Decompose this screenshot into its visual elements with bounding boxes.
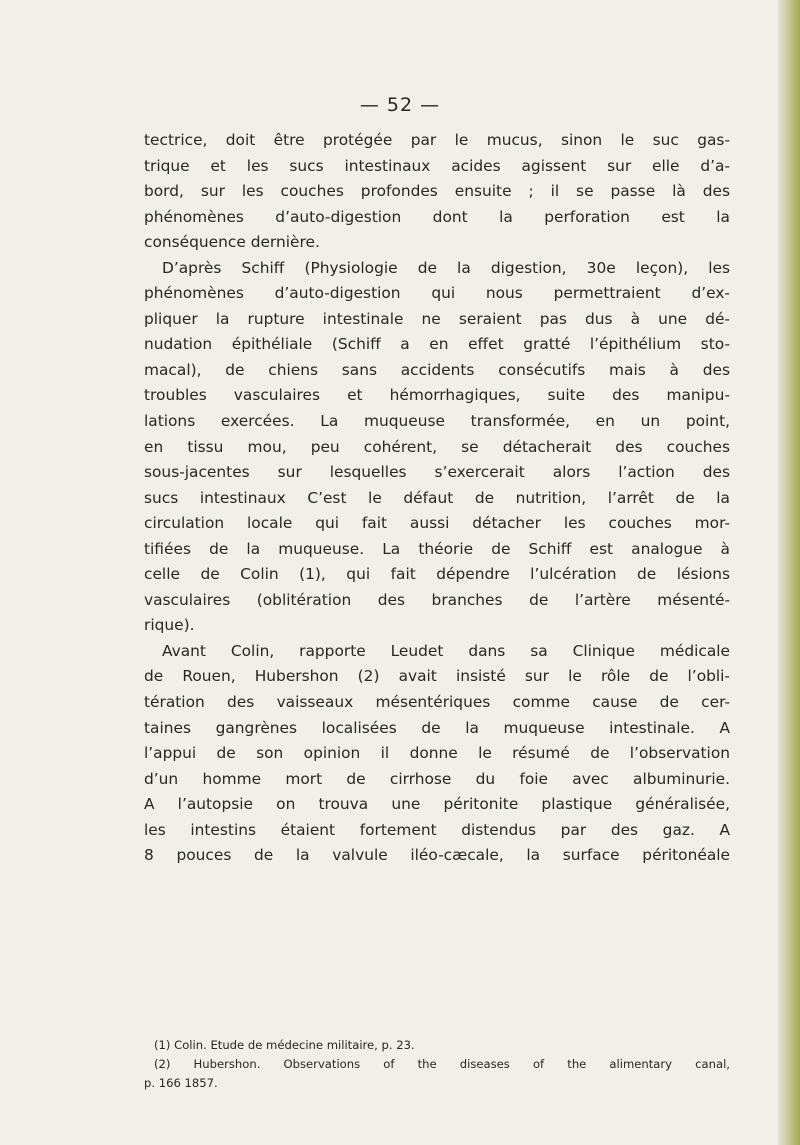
text-line: D’après Schiff (Physiologie de la digestion, 30e leçon), les bbox=[162, 258, 730, 277]
text-line: rique). bbox=[144, 616, 195, 635]
text-line: macal), de chiens sans accidents consécutifs mais à des bbox=[144, 360, 730, 379]
page-number: — 52 — bbox=[359, 94, 441, 116]
text-line: phénomènes d’auto-digestion qui nous permettraient d’ex- bbox=[144, 284, 730, 303]
text-line: celle de Colin (1), qui fait dépendre l’ulcération de lésions bbox=[144, 565, 730, 584]
page-edge-shadow bbox=[778, 0, 800, 1145]
text-line: tectrice, doit être protégée par le mucus, sinon le suc gas- bbox=[144, 131, 730, 149]
text-line: de Rouen, Hubershon (2) avait insisté sur le rôle de l’obli- bbox=[144, 667, 730, 686]
text-line: bord, sur les couches profondes ensuite ; il se passe là des bbox=[144, 182, 730, 201]
text-line: taines gangrènes localisées de la muqueuse intestinale. A bbox=[144, 718, 730, 737]
text-line: phénomènes d’auto-digestion dont la perforation est la bbox=[144, 207, 730, 226]
text-line: nudation épithéliale (Schiff a en effet gratté l’épithélium sto- bbox=[144, 335, 730, 354]
footnote-line: (2) Hubershon. Observations of the diseases of the alimentary canal, bbox=[154, 1057, 730, 1071]
footnote-line: p. 166 1857. bbox=[144, 1076, 218, 1090]
text-line: A l’autopsie on trouva une péritonite plastique généralisée, bbox=[144, 795, 730, 814]
text-line: sous-jacentes sur lesquelles s’exercerait alors l’action des bbox=[144, 463, 730, 482]
text-line: les intestins étaient fortement distendus par des gaz. A bbox=[144, 820, 730, 839]
body-text bbox=[144, 128, 730, 869]
text-line: pliquer la rupture intestinale ne seraient pas dus à une dé- bbox=[144, 309, 730, 328]
text-line: l’appui de son opinion il donne le résumé de l’observation bbox=[144, 744, 730, 763]
text-line: tifiées de la muqueuse. La théorie de Schiff est analogue à bbox=[144, 539, 730, 558]
text-line: 8 pouces de la valvule iléo-cæcale, la surface péritonéale bbox=[144, 846, 730, 865]
text-line: conséquence dernière. bbox=[144, 233, 320, 252]
text-line: en tissu mou, peu cohérent, se détacherait des couches bbox=[144, 437, 730, 456]
text-line: trique et les sucs intestinaux acides agissent sur elle d’a- bbox=[144, 156, 730, 175]
footnotes bbox=[144, 1036, 730, 1093]
text-line: circulation locale qui fait aussi détacher les couches mor- bbox=[144, 514, 730, 533]
text-line: troubles vasculaires et hémorrhagiques, suite des manipu- bbox=[144, 386, 730, 405]
text-line: vasculaires (oblitération des branches de l’artère mésenté- bbox=[144, 590, 730, 609]
text-line: lations exercées. La muqueuse transformée, en un point, bbox=[144, 412, 730, 431]
text-line: Avant Colin, rapporte Leudet dans sa Clinique médicale bbox=[162, 641, 730, 660]
text-line: tération des vaisseaux mésentériques comme cause de cer- bbox=[144, 693, 730, 712]
text-line: sucs intestinaux C’est le défaut de nutrition, l’arrêt de la bbox=[144, 488, 730, 507]
text-line: d’un homme mort de cirrhose du foie avec albuminurie. bbox=[144, 769, 730, 788]
footnote-line: (1) Colin. Etude de médecine militaire, p. 23. bbox=[154, 1038, 415, 1052]
